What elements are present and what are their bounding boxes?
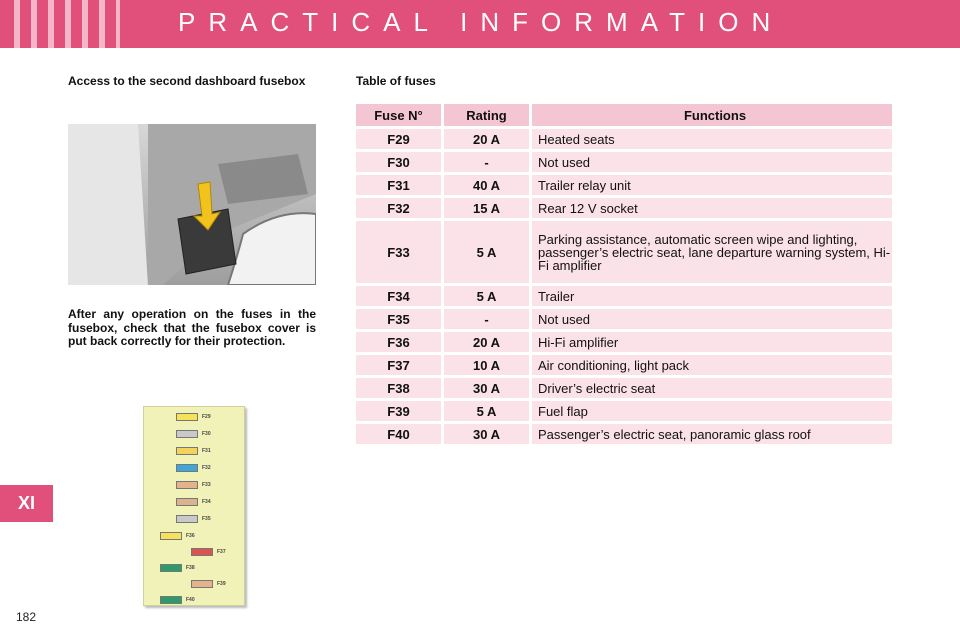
fuse-diagram-label: F30	[202, 431, 211, 437]
fuse-function: Air conditioning, light pack	[532, 355, 892, 375]
cover-note: After any operation on the fuses in the fusebox, check that the fusebox cover is put back correctly for their protection.	[68, 307, 316, 349]
table-row	[356, 221, 892, 283]
fuse-diagram-label: F38	[186, 565, 195, 571]
fuse-diagram-label: F40	[186, 597, 195, 603]
fuse-number: F33	[356, 221, 444, 283]
table-row	[356, 378, 892, 398]
fuse-number: F34	[356, 286, 444, 306]
fuse-rating: 20 A	[444, 332, 532, 352]
table-header-row	[356, 104, 892, 126]
fuse-diagram-label: F32	[202, 465, 211, 471]
fuse-function: Not used	[532, 152, 892, 172]
fuse-f30	[176, 430, 198, 438]
fuse-function: Trailer	[532, 286, 892, 306]
fuse-rating: 15 A	[444, 198, 532, 218]
fuse-f39	[191, 580, 213, 588]
fuse-rating: 10 A	[444, 355, 532, 375]
section-heading-access: Access to the second dashboard fusebox	[68, 74, 306, 88]
table-row	[356, 424, 892, 444]
fuse-number: F32	[356, 198, 444, 218]
fuse-diagram-label: F35	[202, 516, 211, 522]
dashboard-illustration	[68, 124, 316, 285]
fuse-f34	[176, 498, 198, 506]
fuse-f40	[160, 596, 182, 604]
fuse-function: Hi-Fi amplifier	[532, 332, 892, 352]
fuse-number: F30	[356, 152, 444, 172]
section-heading-table: Table of fuses	[356, 74, 436, 88]
table-row	[356, 198, 892, 218]
fuse-number: F36	[356, 332, 444, 352]
fuse-f37	[191, 548, 213, 556]
fuse-f29	[176, 413, 198, 421]
table-row	[356, 332, 892, 352]
fuse-number: F40	[356, 424, 444, 444]
fuse-rating: 40 A	[444, 175, 532, 195]
fuse-number: F38	[356, 378, 444, 398]
page-header	[0, 0, 960, 48]
fuse-function: Driver’s electric seat	[532, 378, 892, 398]
fuse-rating: 5 A	[444, 221, 532, 283]
table-row	[356, 129, 892, 149]
fuse-diagram-label: F31	[202, 448, 211, 454]
fuse-number: F39	[356, 401, 444, 421]
table-row	[356, 286, 892, 306]
fuse-number: F35	[356, 309, 444, 329]
table-row	[356, 309, 892, 329]
chapter-tab[interactable]: XI	[0, 485, 53, 522]
column-header-functions: Functions	[532, 104, 892, 126]
fuse-function: Fuel flap	[532, 401, 892, 421]
table-row	[356, 401, 892, 421]
fuse-f33	[176, 481, 198, 489]
fuse-diagram-label: F39	[217, 581, 226, 587]
fuse-function: Trailer relay unit	[532, 175, 892, 195]
fuse-rating: 30 A	[444, 424, 532, 444]
page-title: PRACTICAL INFORMATION	[178, 7, 784, 37]
table-row	[356, 152, 892, 172]
fuse-table	[356, 101, 892, 447]
fuse-f38	[160, 564, 182, 572]
fuse-diagram-label: F36	[186, 533, 195, 539]
fuse-function: Rear 12 V socket	[532, 198, 892, 218]
fuse-number: F37	[356, 355, 444, 375]
fusebox-diagram	[143, 406, 245, 606]
table-row	[356, 175, 892, 195]
fuse-function: Parking assistance, automatic screen wipe and lighting, passenger’s electric seat, lane departure warning system, Hi-Fi amplifier	[532, 221, 892, 283]
fuse-f31	[176, 447, 198, 455]
fuse-number: F29	[356, 129, 444, 149]
fuse-number: F31	[356, 175, 444, 195]
column-header-rating: Rating	[444, 104, 532, 126]
fuse-diagram-label: F33	[202, 482, 211, 488]
column-header-fuse: Fuse N°	[356, 104, 444, 126]
header-stripes	[0, 0, 124, 48]
fuse-diagram-label: F37	[217, 549, 226, 555]
fuse-rating: -	[444, 152, 532, 172]
fuse-diagram-label: F34	[202, 499, 211, 505]
fuse-rating: 30 A	[444, 378, 532, 398]
fuse-rating: 5 A	[444, 401, 532, 421]
page-number: 182	[16, 610, 37, 624]
dashboard-photo	[68, 124, 316, 285]
fuse-function: Passenger’s electric seat, panoramic glass roof	[532, 424, 892, 444]
fuse-rating: 20 A	[444, 129, 532, 149]
fuse-rating: 5 A	[444, 286, 532, 306]
fuse-f32	[176, 464, 198, 472]
fuse-function: Not used	[532, 309, 892, 329]
fuse-rating: -	[444, 309, 532, 329]
fuse-f36	[160, 532, 182, 540]
fuse-diagram-label: F29	[202, 414, 211, 420]
fuse-function: Heated seats	[532, 129, 892, 149]
fuse-f35	[176, 515, 198, 523]
table-row	[356, 355, 892, 375]
